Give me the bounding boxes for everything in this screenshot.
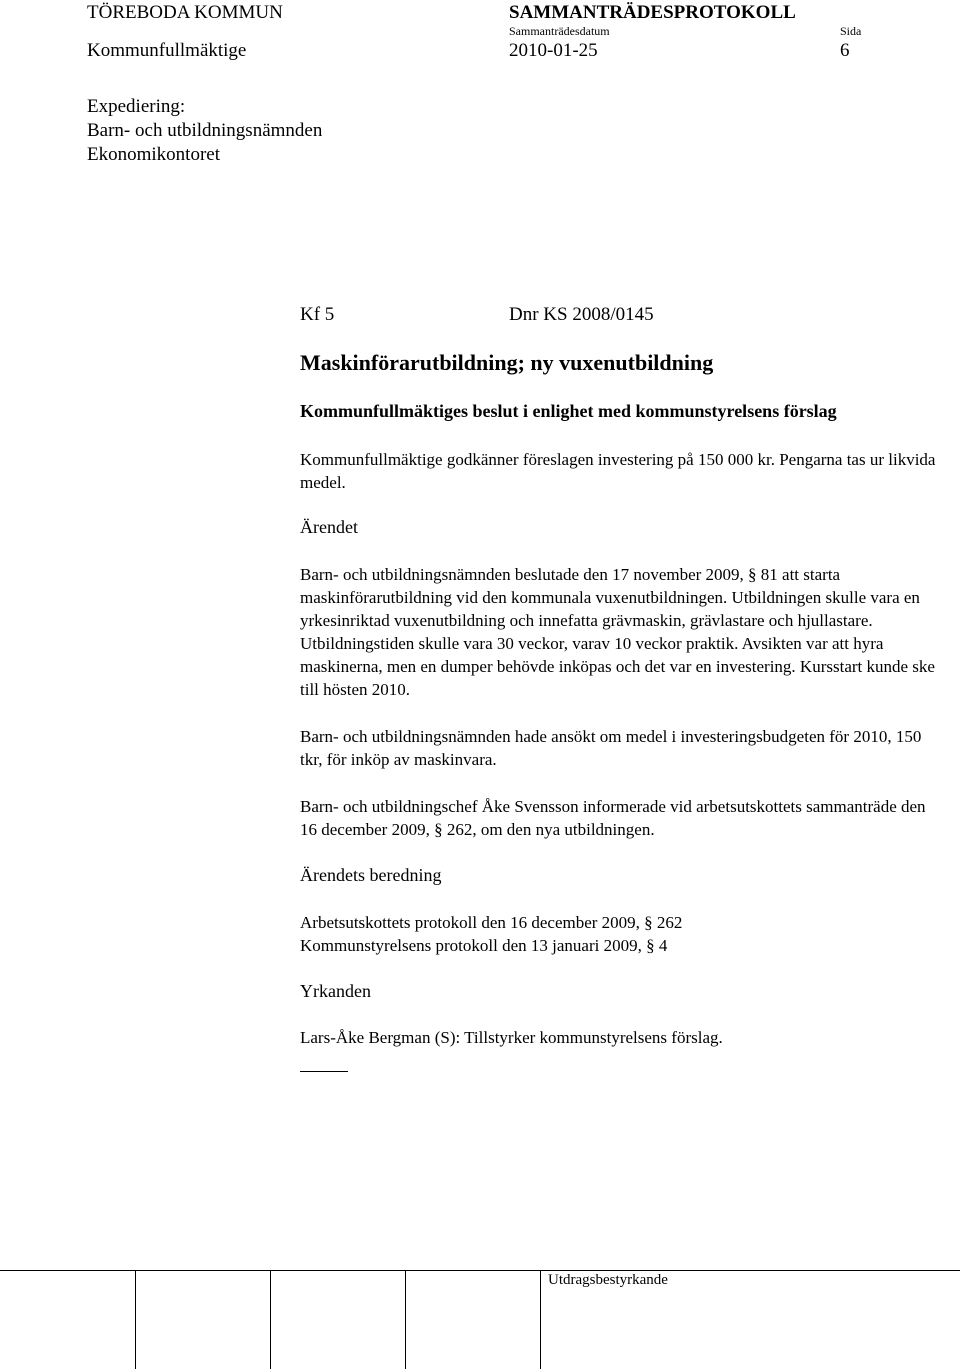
- footer-divider: [540, 1270, 541, 1369]
- municipality-name: TÖREBODA KOMMUN: [87, 2, 283, 23]
- arendet-paragraph: Barn- och utbildningsnämnden beslutade den 17 november 2009, § 81 att starta maskinförarutbildning vid den kommunala vuxenutbildningen. Utbildningen skulle vara en yrkesinriktad vuxenutbildning och innefatta grävmaskin, grävlastare och hjullastare. Utbildningstiden skulle vara 30 veckor, varav 10 veckor praktik. Avsikten var att hyra maskinerna, men en dumper behövde inköpas och det var en investering. Kursstart kunde ske till hösten 2010.: [300, 565, 935, 699]
- meeting-date: 2010-01-25: [509, 40, 598, 61]
- expediering-recipient: Ekonomikontoret: [87, 144, 220, 165]
- footer-divider: [270, 1270, 271, 1369]
- body-name: Kommunfullmäktige: [87, 40, 247, 61]
- page-number: 6: [840, 40, 850, 61]
- diary-number: Dnr KS 2008/0145: [509, 304, 654, 325]
- extract-label: Utdragsbestyrkande: [548, 1272, 668, 1288]
- yrkanden-heading: Yrkanden: [300, 981, 371, 1001]
- expediering-recipient: Barn- och utbildningsnämnden: [87, 120, 323, 141]
- footer-divider: [405, 1270, 406, 1369]
- footer-rule: [0, 1270, 960, 1271]
- beredning-item: Kommunstyrelsens protokoll den 13 januari 2009, § 4: [300, 936, 668, 955]
- beredning-heading: Ärendets beredning: [300, 865, 442, 885]
- protocol-title: SAMMANTRÄDESPROTOKOLL: [509, 2, 796, 23]
- end-rule: [300, 1071, 348, 1072]
- decision-text: Kommunfullmäktige godkänner föreslagen investering på 150 000 kr. Pengarna tas ur likvida medel.: [300, 450, 936, 492]
- arendet-paragraph: Barn- och utbildningsnämnden hade ansökt om medel i investeringsbudgeten för 2010, 150 tkr, för inköp av maskinvara.: [300, 727, 922, 769]
- yrkanden-text: Lars-Åke Bergman (S): Tillstyrker kommunstyrelsens förslag.: [300, 1028, 723, 1047]
- arendet-heading: Ärendet: [300, 517, 358, 537]
- page-label: Sida: [840, 24, 862, 38]
- date-label: Sammanträdesdatum: [509, 24, 610, 38]
- expediering-label: Expediering:: [87, 96, 186, 117]
- paragraph-number: Kf 5: [300, 304, 335, 325]
- arendet-paragraph: Barn- och utbildningschef Åke Svensson informerade vid arbetsutskottets sammanträde den 16 december 2009, § 262, om den nya utbildningen.: [300, 797, 926, 839]
- matter-title: Maskinförarutbildning; ny vuxenutbildning: [300, 350, 714, 375]
- beredning-item: Arbetsutskottets protokoll den 16 december 2009, § 262: [300, 913, 683, 932]
- footer-divider: [135, 1270, 136, 1369]
- decision-heading: Kommunfullmäktiges beslut i enlighet med kommunstyrelsens förslag: [300, 401, 837, 421]
